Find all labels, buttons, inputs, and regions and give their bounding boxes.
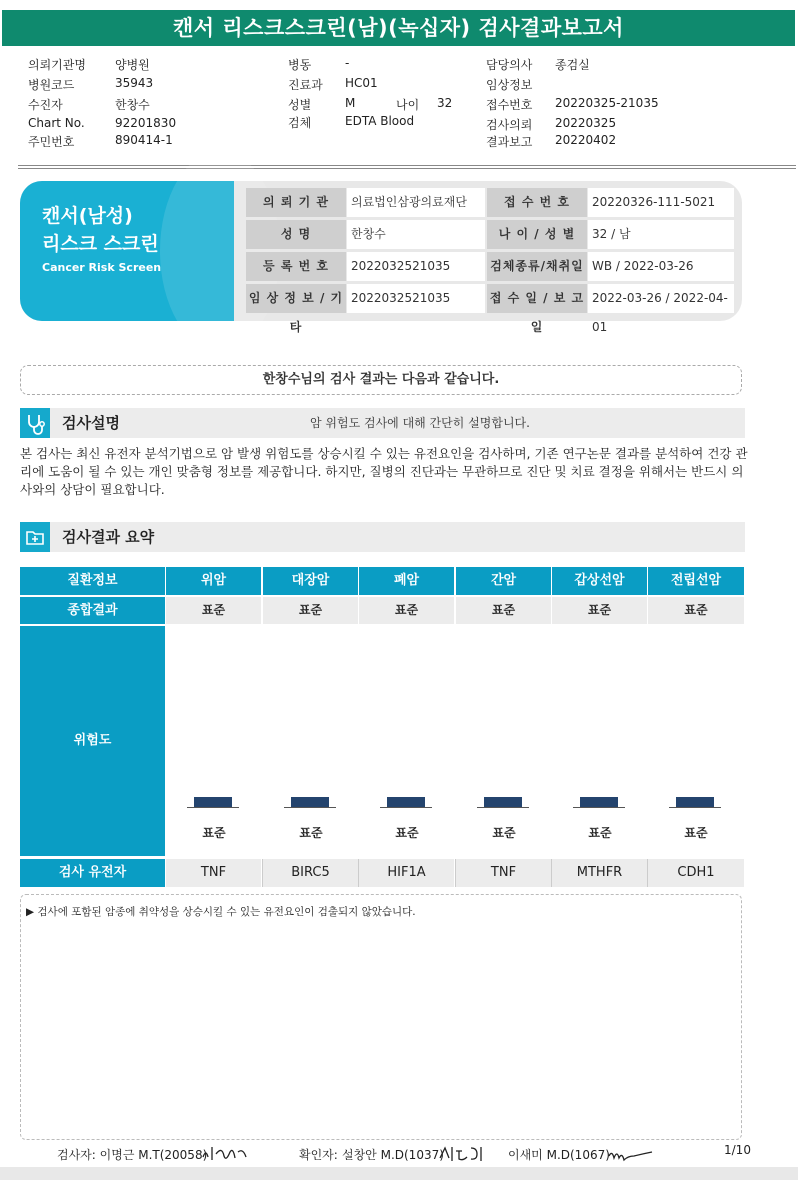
table-header-label: 질환정보 bbox=[20, 567, 165, 595]
column-divider bbox=[262, 859, 263, 887]
summary-result: 표준 bbox=[648, 597, 744, 624]
column-divider bbox=[358, 859, 359, 887]
header-label: 주민번호 bbox=[28, 135, 75, 149]
age-value: 32 bbox=[437, 96, 453, 110]
stethoscope-icon bbox=[20, 408, 50, 438]
banner-key: 성 명 bbox=[246, 220, 346, 249]
section-title: 검사설명 bbox=[62, 414, 120, 432]
banner-subtitle: Cancer Risk Screen bbox=[42, 261, 162, 274]
header-label: 병원코드 bbox=[28, 78, 75, 92]
summary-result: 표준 bbox=[166, 597, 261, 624]
banner-key: 나 이 / 성 별 bbox=[487, 220, 587, 249]
header-value: 890414-1 bbox=[115, 133, 173, 147]
summary-result: 표준 bbox=[552, 597, 647, 624]
confirmer-1-signature bbox=[437, 1142, 487, 1164]
section-title: 검사결과 요약 bbox=[62, 528, 155, 546]
section-explanation-header bbox=[20, 408, 745, 438]
page-number: 1/10 bbox=[724, 1143, 751, 1157]
banner-value: 32 / 남 bbox=[588, 220, 734, 249]
banner-key: 검체종류/채취일 bbox=[487, 252, 587, 281]
header-value: 종검실 bbox=[555, 58, 590, 72]
header-label: 성별 bbox=[288, 98, 312, 112]
column-divider bbox=[455, 859, 456, 887]
risk-bar bbox=[580, 797, 618, 807]
gene-name: MTHFR bbox=[552, 859, 647, 887]
gene-row-label: 검사 유전자 bbox=[20, 859, 165, 887]
confirmer-2: 이새미 M.D(1067) bbox=[508, 1148, 610, 1162]
header-label: 검사의뢰 bbox=[486, 118, 533, 132]
cancer-name: 간암 bbox=[456, 567, 551, 595]
note-box bbox=[20, 894, 742, 1140]
header-label: 의뢰기관명 bbox=[28, 58, 86, 72]
header-label: 수진자 bbox=[28, 98, 63, 112]
header-label: 진료과 bbox=[288, 78, 323, 92]
section-subtitle: 암 위험도 검사에 대해 간단히 설명합니다. bbox=[310, 416, 530, 430]
risk-result: 표준 bbox=[492, 826, 516, 840]
cancer-name: 전립선암 bbox=[648, 567, 744, 595]
banner-logo-panel bbox=[20, 181, 234, 321]
header-value: 양병원 bbox=[115, 58, 150, 72]
risk-baseline bbox=[284, 807, 336, 808]
cancer-name: 갑상선암 bbox=[552, 567, 647, 595]
confirmer-2-signature bbox=[607, 1142, 655, 1164]
risk-row-label: 위험도 bbox=[20, 626, 165, 856]
header-value: 92201830 bbox=[115, 116, 177, 130]
header-divider bbox=[18, 165, 796, 166]
header-value: 20220402 bbox=[555, 133, 617, 147]
column-divider bbox=[551, 859, 552, 887]
age-label: 나이 bbox=[396, 98, 420, 112]
banner-key: 접 수 일 / 보 고 일 bbox=[487, 284, 587, 313]
result-message: 한창수님의 검사 결과는 다음과 같습니다. bbox=[20, 365, 742, 395]
banner-value: 20220326-111-5021 bbox=[588, 188, 734, 217]
header-label: Chart No. bbox=[28, 116, 85, 130]
banner-value: 2022-03-26 / 2022-04-01 bbox=[588, 284, 734, 313]
risk-bar bbox=[291, 797, 329, 807]
risk-baseline bbox=[380, 807, 432, 808]
risk-bar bbox=[676, 797, 714, 807]
header-value: M bbox=[345, 96, 356, 110]
bottom-band bbox=[0, 1167, 798, 1180]
risk-result: 표준 bbox=[202, 826, 226, 840]
test-description: 본 검사는 최신 유전자 분석기법으로 암 발생 위험도를 상승시킬 수 있는 유전요인을 검사하며, 기존 연구논문 결과를 분석하여 건강 관리에 도움이 될 수 있는 개인 맞춤형 정보를 제공합니다. 하지만, 질병의 진단과는 무관하므로 진단 및 치료 결정을 위해서는 반드시 의사와의 상담이 필요합니다. bbox=[20, 446, 748, 497]
risk-bar bbox=[194, 797, 232, 807]
banner-decoration bbox=[160, 151, 280, 351]
banner-key: 의 뢰 기 관 bbox=[246, 188, 346, 217]
header-label: 결과보고 bbox=[486, 135, 533, 149]
banner-key: 임 상 정 보 / 기 타 bbox=[246, 284, 346, 313]
banner-key: 접 수 번 호 bbox=[487, 188, 587, 217]
cancer-name: 위암 bbox=[166, 567, 261, 595]
banner-value: 한창수 bbox=[347, 220, 485, 249]
risk-baseline bbox=[187, 807, 239, 808]
banner-key: 등 록 번 호 bbox=[246, 252, 346, 281]
patient-banner bbox=[20, 181, 742, 334]
banner-value: 2022032521035 bbox=[347, 284, 485, 313]
risk-result: 표준 bbox=[395, 826, 419, 840]
header-label: 검체 bbox=[288, 116, 312, 130]
examiner-signature bbox=[200, 1142, 250, 1164]
confirmer-label: 확인자: bbox=[299, 1148, 338, 1162]
header-value: 35943 bbox=[115, 76, 154, 90]
header-value: - bbox=[345, 56, 350, 70]
section-summary-header bbox=[20, 522, 745, 552]
banner-value: 의료법인삼광의료재단 bbox=[347, 188, 485, 217]
header-value: 한창수 bbox=[115, 98, 150, 112]
gene-name: TNF bbox=[166, 859, 261, 887]
header-value: 20220325 bbox=[555, 116, 617, 130]
gene-name: BIRC5 bbox=[263, 859, 358, 887]
note-text: ▶ 검사에 포함된 암종에 취약성을 상승시킬 수 있는 유전요인이 검출되지 않았습니다. bbox=[26, 906, 416, 918]
confirmer-1: 설창안 M.D(1037) bbox=[342, 1148, 444, 1162]
risk-result: 표준 bbox=[299, 826, 323, 840]
risk-result: 표준 bbox=[588, 826, 612, 840]
banner-title-2: 리스크 스크린 bbox=[42, 233, 159, 255]
summary-row-label: 종합결과 bbox=[20, 597, 165, 624]
risk-baseline bbox=[669, 807, 721, 808]
cancer-name: 폐암 bbox=[359, 567, 454, 595]
header-label: 접수번호 bbox=[486, 98, 533, 112]
column-divider bbox=[647, 859, 648, 887]
folder-plus-icon bbox=[20, 522, 50, 552]
summary-result: 표준 bbox=[456, 597, 551, 624]
risk-bar bbox=[484, 797, 522, 807]
header-value: 20220325-21035 bbox=[555, 96, 659, 110]
cancer-name: 대장암 bbox=[263, 567, 358, 595]
risk-baseline bbox=[573, 807, 625, 808]
summary-result: 표준 bbox=[359, 597, 454, 624]
gene-name: TNF bbox=[456, 859, 551, 887]
header-value: HC01 bbox=[345, 76, 378, 90]
examiner-info: 검사자: 이명근 M.T(20058) bbox=[57, 1148, 208, 1162]
gene-name: HIF1A bbox=[359, 859, 454, 887]
header-label: 담당의사 bbox=[486, 58, 533, 72]
header-value: EDTA Blood bbox=[345, 114, 415, 128]
risk-bar bbox=[387, 797, 425, 807]
banner-title-1: 캔서(남성) bbox=[42, 205, 133, 227]
banner-value: WB / 2022-03-26 bbox=[588, 252, 734, 281]
gene-name: CDH1 bbox=[648, 859, 744, 887]
summary-result: 표준 bbox=[263, 597, 358, 624]
header-label: 병동 bbox=[288, 58, 312, 72]
header-divider bbox=[18, 168, 796, 169]
header-label: 임상정보 bbox=[486, 78, 533, 92]
banner-value: 2022032521035 bbox=[347, 252, 485, 281]
report-title: 캔서 리스크스크린(남)(녹십자) 검사결과보고서 bbox=[2, 10, 795, 46]
risk-baseline bbox=[477, 807, 529, 808]
risk-result: 표준 bbox=[684, 826, 708, 840]
